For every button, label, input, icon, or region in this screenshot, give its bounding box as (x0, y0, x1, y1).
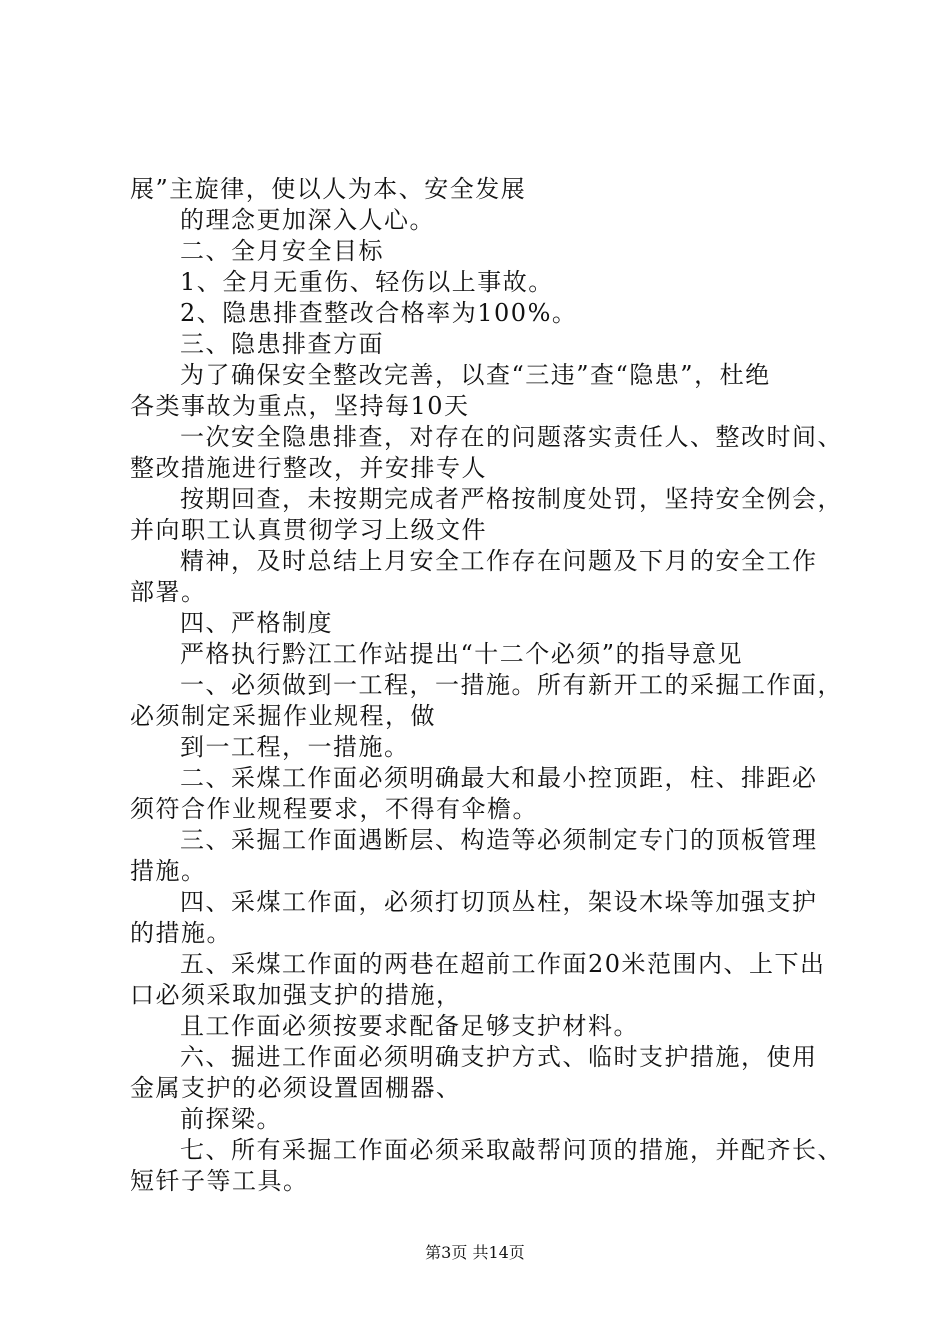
text-line: 前探梁。 (180, 1105, 282, 1133)
text-line: 各类事故为重点，坚持每10天 (130, 392, 470, 420)
text-line: 二、采煤工作面必须明确最大和最小控顶距，柱、排距必 (180, 764, 818, 792)
text-line: 措施。 (130, 857, 207, 885)
text-line: 严格执行黔江工作站提出“十二个必须”的指导意见 (180, 640, 744, 668)
text-line: 一、必须做到一工程，一措施。所有新开工的采掘工作面， (180, 671, 843, 699)
text-line: 七、所有采掘工作面必须采取敲帮问顶的措施，并配齐长、 (180, 1136, 843, 1164)
text-line: 二、全月安全目标 (180, 237, 384, 265)
text-line: 并向职工认真贯彻学习上级文件 (130, 516, 487, 544)
text-line: 一次安全隐患排查，对存在的问题落实责任人、整改时间、 (180, 423, 843, 451)
text-line: 且工作面必须按要求配备足够支护材料。 (180, 1012, 639, 1040)
text-line: 短钎子等工具。 (130, 1167, 309, 1195)
text-line: 口必须采取加强支护的措施， (130, 981, 462, 1009)
text-line: 六、掘进工作面必须明确支护方式、临时支护措施，使用 (180, 1043, 818, 1071)
text-line: 到一工程，一措施。 (180, 733, 410, 761)
text-line: 须符合作业规程要求，不得有伞檐。 (130, 795, 538, 823)
text-line: 整改措施进行整改，并安排专人 (130, 454, 487, 482)
text-line: 的措施。 (130, 919, 232, 947)
text-line: 四、严格制度 (180, 609, 333, 637)
text-line: 必须制定采掘作业规程，做 (130, 702, 436, 730)
page-footer: 第3页 共14页 (425, 1243, 525, 1262)
text-line: 三、隐患排查方面 (180, 330, 384, 358)
text-line: 五、采煤工作面的两巷在超前工作面20米范围内、上下出 (180, 950, 826, 978)
text-line: 四、采煤工作面，必须打切顶丛柱，架设木垛等加强支护 (180, 888, 818, 916)
text-line: 精神，及时总结上月安全工作存在问题及下月的安全工作 (180, 547, 818, 575)
document-body (130, 174, 850, 1197)
text-line: 2、隐患排查整改合格率为100%。 (180, 299, 578, 327)
text-line: 按期回查，未按期完成者严格按制度处罚，坚持安全例会， (180, 485, 843, 513)
text-line: 部署。 (130, 578, 207, 606)
text-line: 为了确保安全整改完善，以查“三违”查“隐患”，杜绝 (180, 361, 771, 389)
text-line: 1、全月无重伤、轻伤以上事故。 (180, 268, 554, 296)
text-line: 三、采掘工作面遇断层、构造等必须制定专门的顶板管理 (180, 826, 818, 854)
text-line: 金属支护的必须设置固棚器、 (130, 1074, 462, 1102)
text-line: 展”主旋律，使以人为本、安全发展 (130, 175, 527, 203)
text-line: 的理念更加深入人心。 (180, 206, 435, 234)
